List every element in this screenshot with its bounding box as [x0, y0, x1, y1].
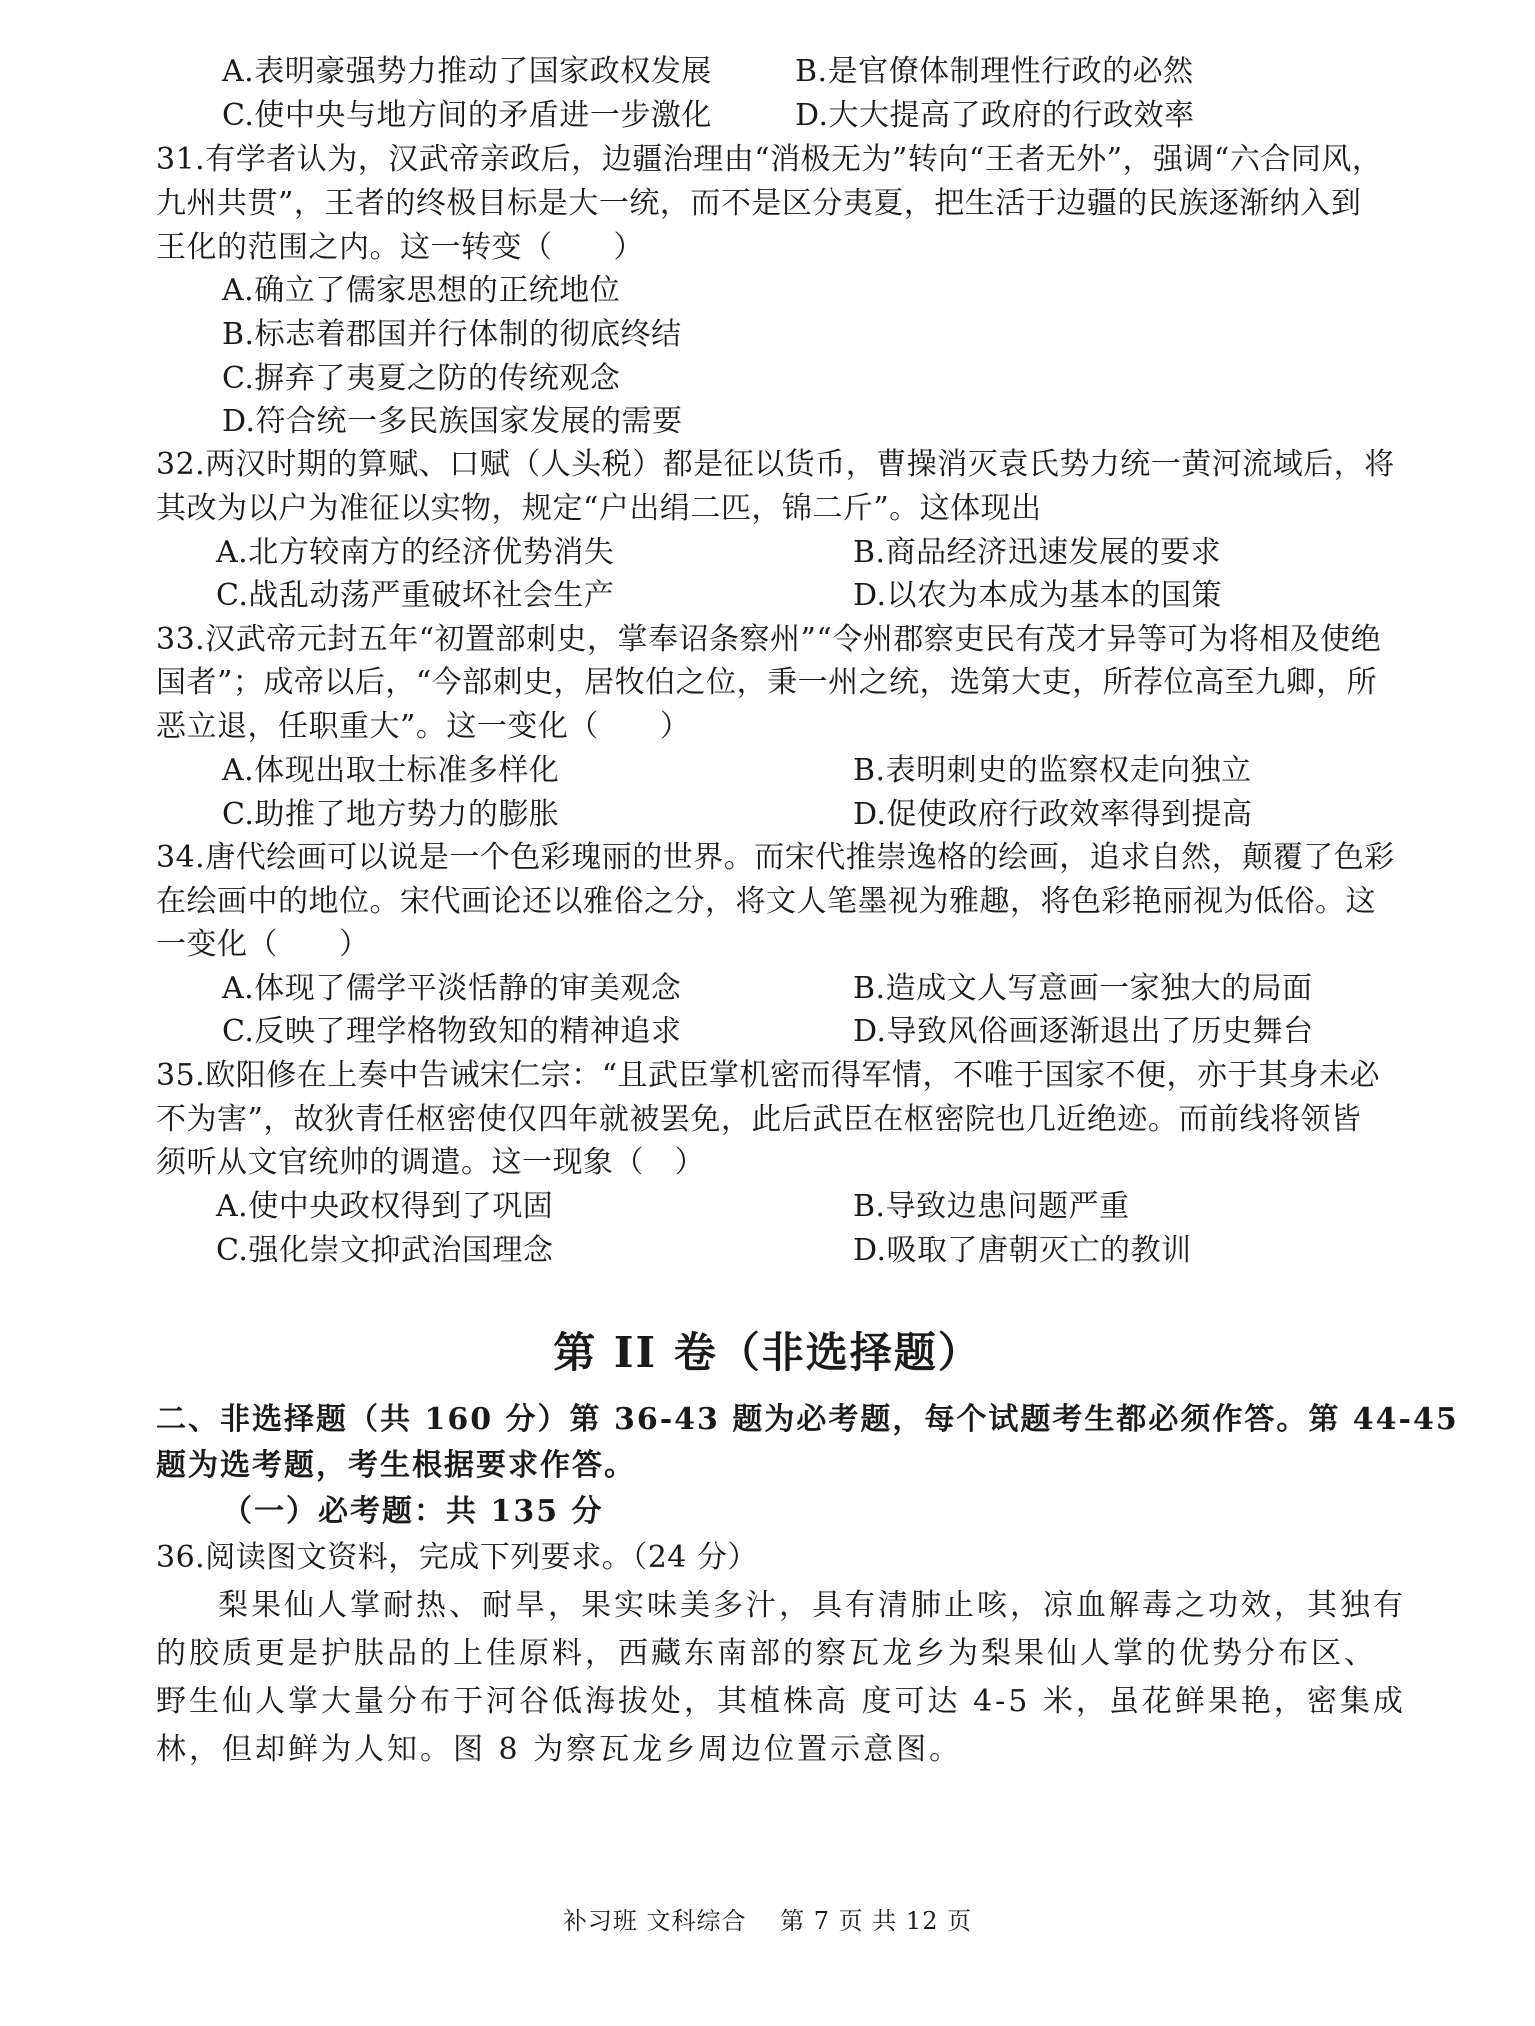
q32-stem-line-2: 其改为以户为准征以实物，规定“户出绢二匹，锦二斤”。这体现出	[156, 491, 1042, 526]
section-title: 第 II 卷（非选择题）	[553, 1328, 982, 1377]
q30-option-a: A.表明豪强势力推动了国家政权发展	[222, 54, 712, 89]
q34-option-a: A.体现了儒学平淡恬静的审美观念	[222, 971, 682, 1006]
q32-stem-line-1: 32.两汉时期的算赋、口赋（人头税）都是征以货币，曹操消灭袁氏势力统一黄河流域后，将	[156, 447, 1395, 482]
q35-stem-line-2: 不为害”，故狄青任枢密使仅四年就被罢免，此后武臣在枢密院也几近绝迹。而前线将领皆	[156, 1102, 1362, 1137]
q36-paragraph-line-3: 野生仙人掌大量分布于河谷低海拔处，其植株高 度可达 4-5 米，虽花鲜果艳，密集成	[156, 1684, 1406, 1719]
q31-stem-line-2: 九州共贯”，王者的终极目标是大一统，而不是区分夷夏，把生活于边疆的民族逐渐纳入到	[156, 186, 1362, 221]
q35-option-a: A.使中央政权得到了巩固	[216, 1189, 554, 1224]
q34-stem-line-3: 一变化（ ）	[156, 927, 370, 962]
q34-option-d: D.导致风俗画逐渐退出了历史舞台	[853, 1014, 1314, 1049]
q36-paragraph-line-2: 的胶质更是护肤品的上佳原料，西藏东南部的察瓦龙乡为梨果仙人掌的优势分布区、	[156, 1636, 1377, 1671]
page-footer: 补习班 文科综合 第 7 页 共 12 页	[562, 1907, 973, 1935]
q31-option-b: B.标志着郡国并行体制的彻底终结	[222, 317, 682, 352]
q34-stem-line-2: 在绘画中的地位。宋代画论还以雅俗之分，将文人笔墨视为雅趣，将色彩艳丽视为低俗。这	[156, 884, 1376, 919]
q33-option-c: C.助推了地方势力的膨胀	[222, 797, 560, 832]
q36-paragraph-line-1: 梨果仙人掌耐热、耐旱，果实味美多汁，具有清肺止咳，凉血解毒之功效，其独有	[218, 1588, 1406, 1623]
q31-option-c: C.摒弃了夷夏之防的传统观念	[222, 361, 621, 396]
section-intro-line-2: 题为选考题，考生根据要求作答。	[156, 1448, 636, 1483]
q35-stem-line-3: 须听从文官统帅的调遣。这一现象（ ）	[156, 1145, 705, 1180]
q33-option-b: B.表明刺史的监察权走向独立	[853, 753, 1252, 788]
q31-option-a: A.确立了儒家思想的正统地位	[222, 273, 621, 308]
q33-stem-line-2: 国者”；成帝以后，“今部刺史，居牧伯之位，秉一州之统，选第大吏，所荐位高至九卿，所	[156, 665, 1378, 700]
subsection-heading: （一）必考题：共 135 分	[222, 1494, 604, 1529]
q36-paragraph-line-4: 林，但却鲜为人知。图 8 为察瓦龙乡周边位置示意图。	[156, 1732, 963, 1767]
q35-option-c: C.强化崇文抑武治国理念	[216, 1233, 554, 1268]
q31-stem-line-3: 王化的范围之内。这一转变（ ）	[156, 230, 644, 265]
q31-option-d: D.符合统一多民族国家发展的需要	[222, 404, 683, 439]
q35-stem-line-1: 35.欧阳修在上奏中告诫宋仁宗：“且武臣掌机密而得军情，不唯于国家不便，亦于其身未必	[156, 1058, 1381, 1093]
q32-option-b: B.商品经济迅速发展的要求	[853, 535, 1222, 570]
q34-option-c: C.反映了理学格物致知的精神追求	[222, 1014, 682, 1049]
q32-option-a: A.北方较南方的经济优势消失	[216, 535, 615, 570]
q35-option-b: B.导致边患问题严重	[853, 1189, 1130, 1224]
q35-option-d: D.吸取了唐朝灭亡的教训	[853, 1233, 1192, 1268]
section-intro-line-1: 二、非选择题（共 160 分）第 36-43 题为必考题，每个试题考生都必须作答。第 44-45	[156, 1402, 1459, 1437]
q30-option-b: B.是官僚体制理性行政的必然	[795, 54, 1194, 89]
q32-option-c: C.战乱动荡严重破坏社会生产	[216, 578, 615, 613]
q33-stem-line-3: 恶立退，任职重大”。这一变化（ ）	[156, 709, 691, 744]
q31-stem-line-1: 31.有学者认为，汉武帝亲政后，边疆治理由“消极无为”转向“王者无外”，强调“六合同风，	[156, 142, 1383, 177]
q30-option-d: D.大大提高了政府的行政效率	[795, 98, 1195, 133]
q36-stem: 36.阅读图文资料，完成下列要求。（24 分）	[156, 1540, 758, 1575]
q30-option-c: C.使中央与地方间的矛盾进一步激化	[222, 98, 712, 133]
q33-option-a: A.体现出取士标准多样化	[222, 753, 560, 788]
q32-option-d: D.以农为本成为基本的国策	[853, 578, 1223, 613]
q33-stem-line-1: 33.汉武帝元封五年“初置部刺史，掌奉诏条察州”“令州郡察吏民有茂才异等可为将相及使绝	[156, 622, 1382, 657]
q34-stem-line-1: 34.唐代绘画可以说是一个色彩瑰丽的世界。而宋代推崇逸格的绘画，追求自然，颠覆了色彩	[156, 840, 1395, 875]
q34-option-b: B.造成文人写意画一家独大的局面	[853, 971, 1313, 1006]
q33-option-d: D.促使政府行政效率得到提高	[853, 797, 1253, 832]
